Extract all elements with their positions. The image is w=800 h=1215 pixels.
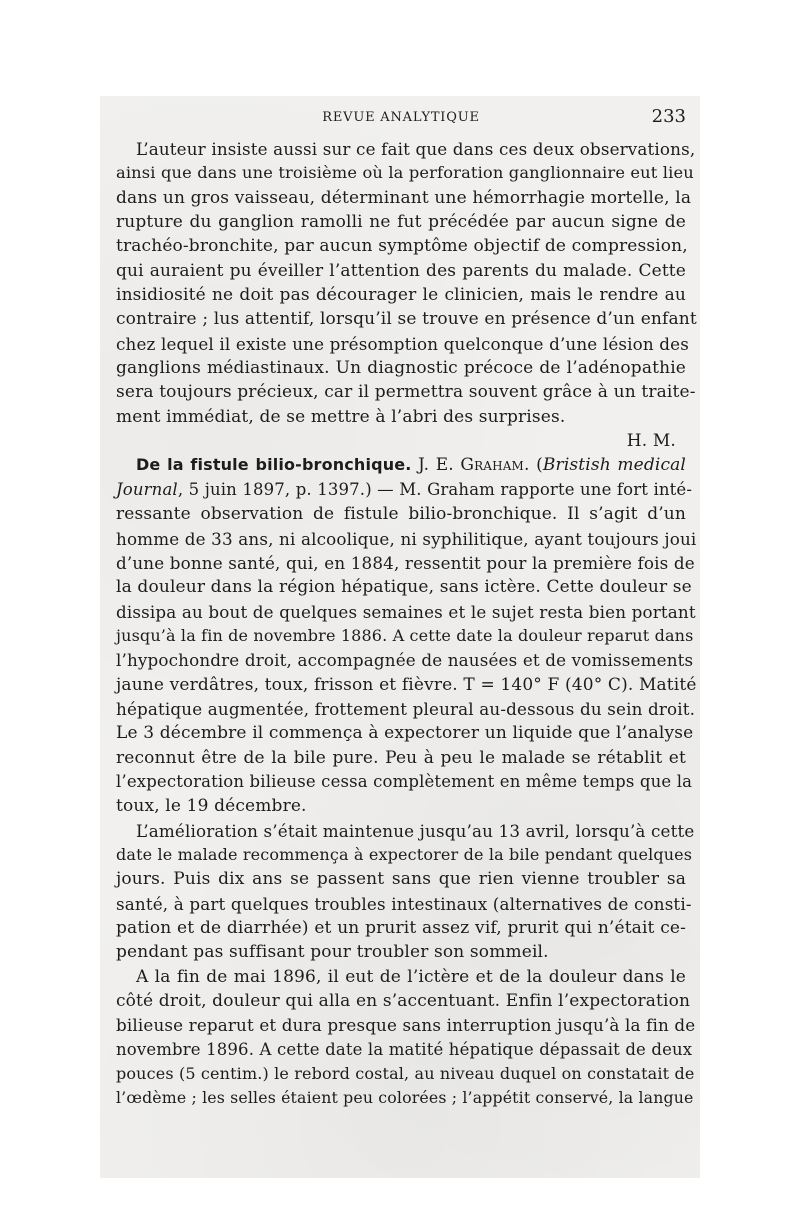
text-line: l’expectoration bilieuse cessa complètement en même temps que la (116, 771, 693, 791)
page-number: 233 (651, 106, 686, 127)
text-line: ganglions médiastinaux. Un diagnostic précoce de l’adénopathie (116, 358, 686, 379)
text-line: dans un gros vaisseau, déterminant une hémorrhagie mortelle, la (116, 187, 692, 208)
text-line: trachéo-bronchite, par aucun symptôme objectif de compression, (116, 236, 688, 257)
text-line: jours. Puis dix ans se passent sans que rien vienne troubler sa (116, 869, 686, 890)
citation-rest: , 5 juin 1897, p. 1397.) — M. Graham rapporte une fort inté- (177, 479, 693, 499)
text-line: pendant pas suffisant pour troubler son sommeil. (116, 942, 549, 963)
paren: ( (536, 455, 543, 476)
text-line: santé, à part quelques troubles intestinaux (alternatives de consti- (116, 893, 692, 914)
text-line: contraire ; lus attentif, lorsqu’il se trouve en présence d’un enfant (116, 309, 697, 330)
text-line: novembre 1896. A cette date la matité hépatique dépassait de deux (116, 1039, 693, 1059)
text-line: sera toujours précieux, car il permettra souvent grâce à un traite- (116, 382, 696, 403)
text-line: d’une bonne santé, qui, en 1884, ressentit pour la première fois de (116, 552, 695, 573)
article-title: De la fistule bilio-bronchique. (136, 455, 412, 475)
signature: H. M. (626, 431, 676, 452)
text-line: côté droit, douleur qui alla en s’accentuant. Enfin l’expectoration (116, 991, 691, 1012)
text-line: L’auteur insiste aussi sur ce fait que dans ces deux observations, (136, 139, 696, 159)
text-line: L’amélioration s’était maintenue jusqu’au 13 avril, lorsqu’à cette (136, 820, 695, 841)
text-line: pouces (5 centim.) le rebord costal, au niveau duquel on constatait de (116, 1064, 695, 1084)
page-header (116, 106, 686, 128)
text-line: chez lequel il existe une présomption quelconque d’une lésion des (116, 333, 689, 354)
text-line: insidiosité ne doit pas décourager le clinicien, mais le rendre au (116, 285, 686, 306)
text-line: A la fin de mai 1896, il eut de l’ictère et de la douleur dans le (136, 966, 686, 987)
text-line: dissipa au bout de quelques semaines et le sujet resta bien portant (116, 601, 696, 622)
text-line: date le malade recommença à expectorer de la bile pendant quelques (116, 844, 693, 864)
text-line: Le 3 décembre il commença à expectorer un liquide que l’analyse (116, 723, 694, 744)
scanned-page (100, 96, 700, 1178)
text-line: homme de 33 ans, ni alcoolique, ni syphilitique, ayant toujours joui (116, 528, 697, 549)
text-line: l’hypochondre droit, accompagnée de nausées et de vomissements (116, 650, 694, 671)
journal-name: Bristish medical (542, 455, 687, 476)
running-title: REVUE ANALYTIQUE (322, 110, 480, 125)
article-author: J. E. Graham. (418, 455, 530, 476)
text-line: ainsi que dans une troisième où la perforation ganglionnaire eut lieu (116, 163, 694, 183)
article-citation-line (116, 478, 693, 502)
text-line: reconnut être de la bile pure. Peu à peu le malade se rétablit et (116, 747, 686, 768)
text-line: hépatique augmentée, frottement pleural au-dessous du sein droit. (116, 698, 696, 719)
text-line: toux, le 19 décembre. (116, 796, 307, 817)
text-line: la douleur dans la région hépatique, sans ictère. Cette douleur se (116, 577, 692, 598)
text-line: pation et de diarrhée) et un prurit assez vif, prurit qui n’était ce- (116, 918, 686, 938)
article-heading-line (116, 453, 686, 477)
text-line: jaune verdâtres, toux, frisson et fièvre. T = 140° F (40° C). Matité (116, 674, 697, 695)
journal-name-cont: Journal (116, 479, 178, 499)
text-line: qui auraient pu éveiller l’attention des parents du malade. Cette (116, 260, 686, 281)
text-line: ressante observation de fistule bilio-bronchique. Il s’agit d’un (116, 504, 686, 525)
text-line: bilieuse reparut et dura presque sans interruption jusqu’à la fin de (116, 1015, 696, 1036)
text-line: rupture du ganglion ramolli ne fut précédée par aucun signe de (116, 212, 686, 233)
text-line: l’œdème ; les selles étaient peu colorées ; l’appétit conservé, la langue (116, 1088, 694, 1108)
text-line: ment immédiat, de se mettre à l’abri des surprises. (116, 406, 566, 427)
body-text (116, 137, 697, 1111)
text-line: jusqu’à la fin de novembre 1886. A cette date la douleur reparut dans (116, 625, 694, 645)
